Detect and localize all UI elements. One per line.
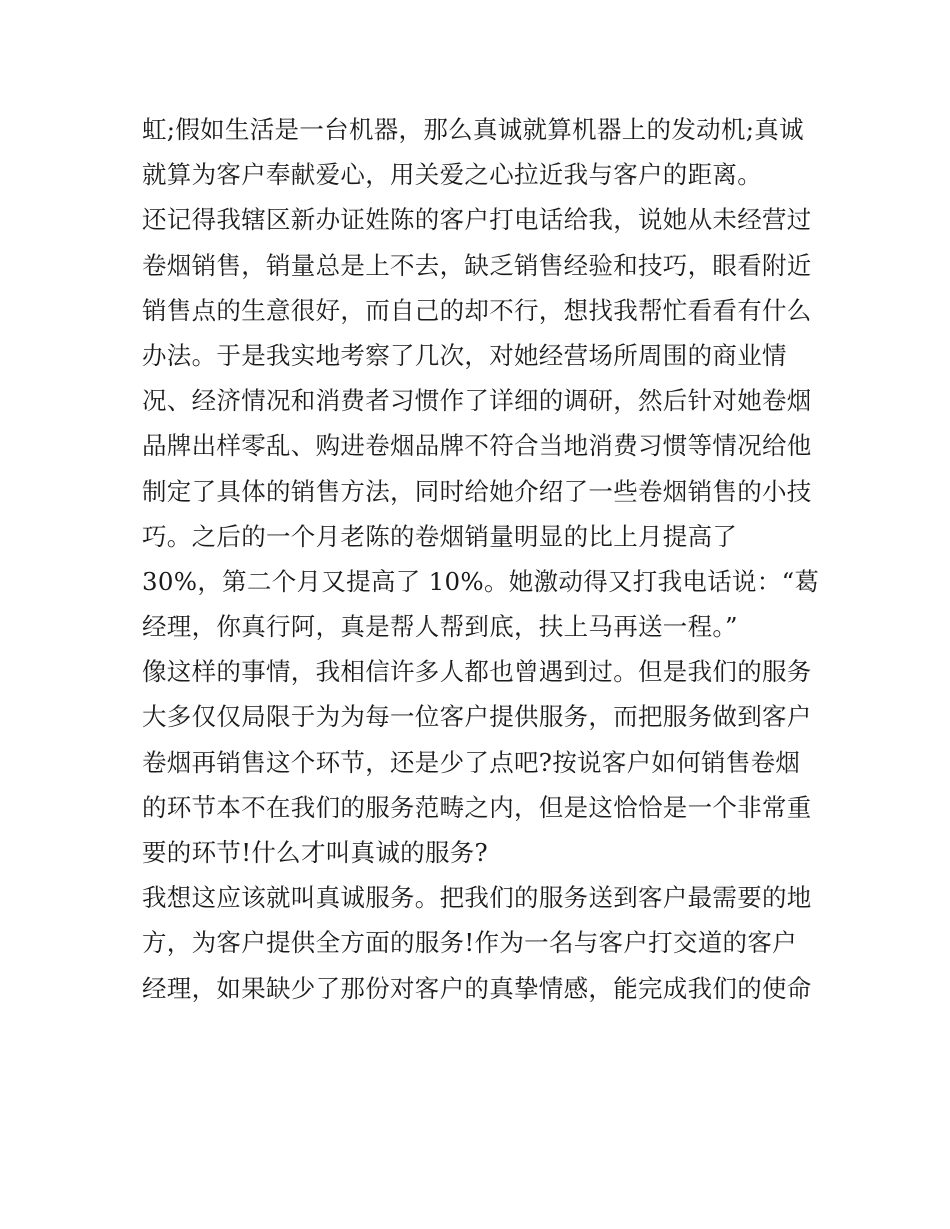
text-line: 品牌出样零乱、购进卷烟品牌不符合当地消费习惯等情况给他 [142,431,812,461]
text-line: 虹;假如生活是一台机器，那么真诚就算机器上的发动机;真诚 [142,115,804,144]
text-line: 要的环节!什么才叫真诚的服务? [142,838,488,867]
text-line: 还记得我辖区新办证姓陈的客户打电话给我，说她从未经营过 [142,205,812,235]
text-line: 况、经济情况和消费者习惯作了详细的调研，然后针对她卷烟 [142,386,812,416]
text-line: 制定了具体的销售方法，同时给她介绍了一些卷烟销售的小技 [142,476,812,506]
text-line: 卷烟销售，销量总是上不去，缺乏销售经验和技巧，眼看附近 [142,250,812,280]
text-line: 就算为客户奉献爱心，用关爱之心拉近我与客户的距离。 [142,160,762,190]
text-line: 方，为客户提供全方面的服务!作为一名与客户打交道的客户 [142,928,797,958]
text-line: 30%，第二个月又提高了 10%。她激动得又打我电话说：“葛 [142,566,820,596]
body-text [142,107,822,1011]
text-line: 经理，你真行阿，真是帮人帮到底，扶上马再送一程。” [142,612,738,642]
text-line: 办法。于是我实地考察了几次，对她经营场所周围的商业情 [142,340,787,370]
text-line: 像这样的事情，我相信许多人都也曾遇到过。但是我们的服务 [142,657,812,687]
text-line: 我想这应该就叫真诚服务。把我们的服务送到客户最需要的地 [142,883,812,913]
text-line: 销售点的生意很好，而自己的却不行，想找我帮忙看看有什么 [142,295,812,325]
text-line: 巧。之后的一个月老陈的卷烟销量明显的比上月提高了 [142,521,738,551]
text-line: 卷烟再销售这个环节，还是少了点吧?按说客户如何销售卷烟 [142,747,801,777]
text-line: 大多仅仅局限于为为每一位客户提供服务，而把服务做到客户 [142,702,812,732]
text-line: 经理，如果缺少了那份对客户的真挚情感，能完成我们的使命 [142,973,812,1003]
text-line: 的环节本不在我们的服务范畴之内，但是这恰恰是一个非常重 [142,792,812,822]
